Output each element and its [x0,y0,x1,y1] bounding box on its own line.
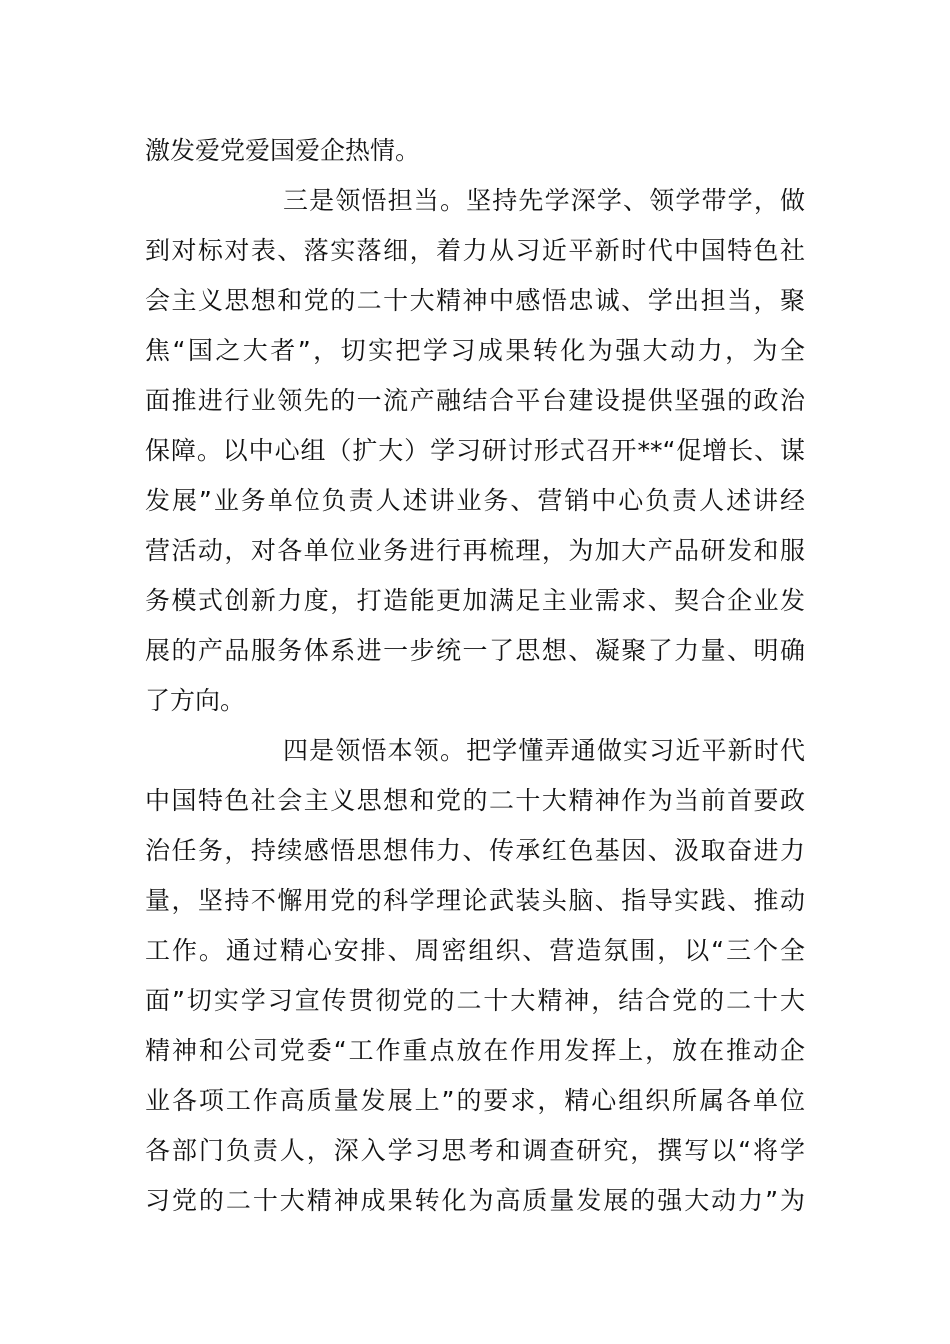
text-line: 三是领悟担当。坚持先学深学、领学带学，做 [283,186,805,215]
text-line: 业各项工作高质量发展上”的要求，精心组织所属各单位 [145,1086,805,1115]
text-line: 习党的二十大精神成果转化为高质量发展的强大动力”为 [145,1186,805,1215]
text-line: 到对标对表、落实落细，着力从习近平新时代中国特色社 [145,236,805,265]
text-line: 会主义思想和党的二十大精神中感悟忠诚、学出担当，聚 [145,286,805,315]
text-line: 面推进行业领先的一流产融结合平台建设提供坚强的政治 [145,386,805,415]
text-line: 保障。以中心组（扩大）学习研讨形式召开**“促增长、谋 [145,436,805,465]
text-line: 营活动，对各单位业务进行再梳理，为加大产品研发和服 [145,536,805,565]
text-line: 四是领悟本领。把学懂弄通做实习近平新时代 [283,736,805,765]
text-line: 展的产品服务体系进一步统一了思想、凝聚了力量、明确 [145,636,805,665]
text-line: 焦“国之大者”，切实把学习成果转化为强大动力，为全 [145,336,805,365]
text-line: 各部门负责人，深入学习思考和调查研究，撰写以“将学 [145,1136,805,1165]
text-line: 工作。通过精心安排、周密组织、营造氛围，以“三个全 [145,936,805,965]
text-line: 面”切实学习宣传贯彻党的二十大精神，结合党的二十大 [145,986,805,1015]
text-line: 精神和公司党委“工作重点放在作用发挥上，放在推动企 [145,1036,805,1065]
text-line: 量，坚持不懈用党的科学理论武装头脑、指导实践、推动 [145,886,805,915]
text-line: 中国特色社会主义思想和党的二十大精神作为当前首要政 [145,786,805,815]
text-line: 了方向。 [145,686,246,715]
text-line: 发展”业务单位负责人述讲业务、营销中心负责人述讲经 [145,486,805,515]
text-line: 务模式创新力度，打造能更加满足主业需求、契合企业发 [145,586,805,615]
text-line: 治任务，持续感悟思想伟力、传承红色基因、汲取奋进力 [145,836,805,865]
text-line: 激发爱党爱国爱企热情。 [145,136,421,165]
